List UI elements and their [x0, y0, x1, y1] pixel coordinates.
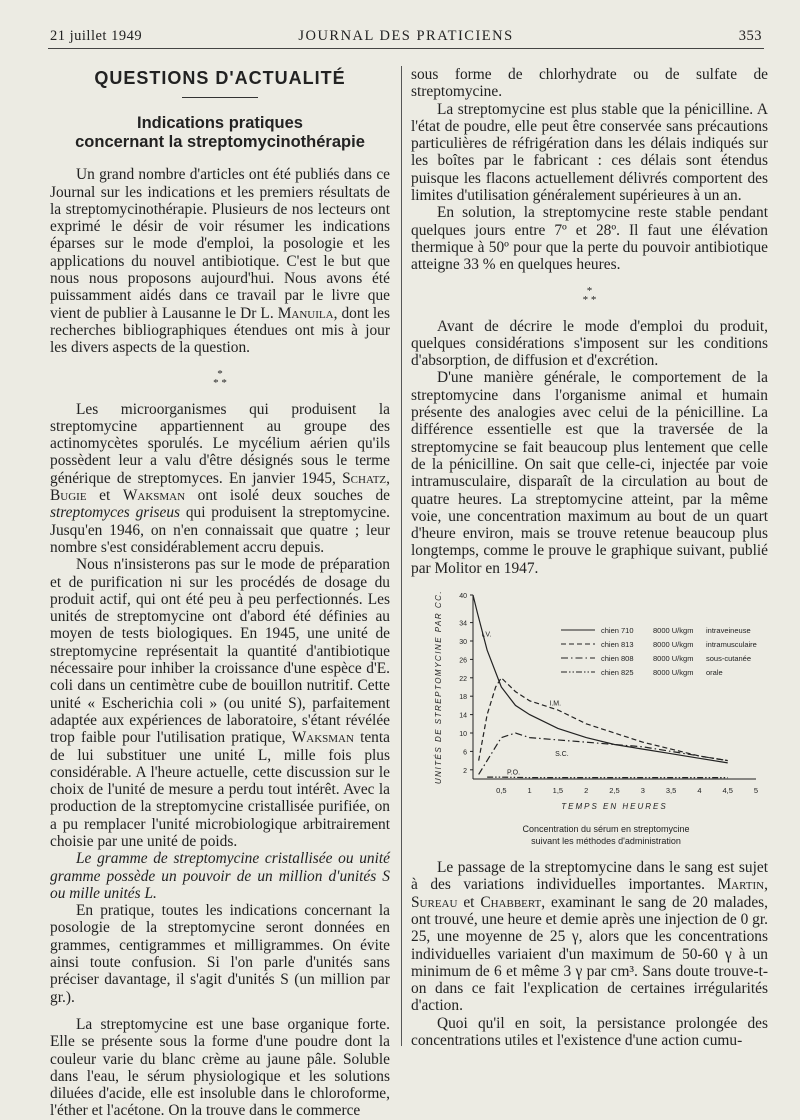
chart-caption: Concentration du sérum en streptomycine suivant les méthodes d'administration: [501, 823, 711, 847]
y-tick-label: 34: [459, 621, 467, 628]
article-title-line2: concernant la streptomycinothérapie: [50, 133, 390, 152]
x-tick-label: 4,5: [722, 786, 732, 795]
legend-dose: 8000 U/kgm: [653, 668, 693, 677]
paragraph-chemistry: La streptomycine est une base organique forte. Elle se présente sous la forme d'une poudre dont la couleur varie du blanc crème au jaune pâle. Soluble dans l'eau, le sérum physiologique et les solutions diluées d'acide, elle est insoluble dans le chloroforme, l'éther et l'acétone. On la trouve dans le commerce: [50, 1016, 390, 1120]
y-tick-label: 30: [459, 639, 467, 646]
y-tick-label: 6: [463, 749, 467, 756]
series-line: [479, 678, 728, 761]
y-tick-label: 22: [459, 676, 467, 683]
y-tick-label: 14: [459, 713, 467, 720]
legend-name: chien 813: [601, 640, 634, 649]
x-tick-label: 3,5: [666, 786, 676, 795]
legend-route: orale: [706, 668, 723, 677]
title-rule: [182, 97, 258, 98]
asterism: * * *: [50, 369, 390, 387]
series-label: P.O.: [507, 769, 520, 776]
paragraph-units: Nous n'insisterons pas sur le mode de préparation et de purification ni sur les procédés de dosage du produit actif, qui ont été peu à peu perfectionnés. Les unités de streptomycine ont d'abord été définies au moyen de tests biologiques. En 1945, une unité de streptomycine représentait la quantité d'antibiotique nécessaire pour inhiber la croissance d'une espèce d'E. coli dans un centimètre cube de bouillon nutritif. Cette unité « Escherichia coli » (ou unité S), parfaitement adaptée aux expériences de laboratoire, s'étant révélée trop faible pour l'utilisation pratique, Waksman tenta de lui substituer une unité L, mille fois plus considérable. A l'heure actuelle, cette discussion sur le choix de l'unité de mesure a perdu tout intérêt. Avec la production de la streptomycine cristallisée purifiée, on a pu remplacer l'unité microbiologique arbitrairement choisie par une unité de poids.: [50, 556, 390, 850]
y-tick-label: 18: [459, 694, 467, 701]
legend-name: chien 710: [601, 626, 634, 635]
x-tick-label: 1: [528, 786, 532, 795]
header-date: 21 juillet 1949: [50, 28, 142, 45]
x-tick-label: 4: [697, 786, 701, 795]
paragraph-behaviour: D'une manière générale, le comportement de la streptomycine dans l'organisme animal et humain présente des analogies avec celui de la pénicilline. La différence essentielle est que la traversée de la streptomycine se fait beaucoup plus lentement que celle de la pénicilline. On sait que celle-ci, injectée par voie intramusculaire, disparaît de la circulation au bout de quatre heures. La streptomycine atteint, par la même voie, une concentration maximum au bout de un quart d'heure environ, mais se trouve retenue beaucoup plus longtemps, comme le prouve le graphique suivant, publié par Molitor en 1947.: [411, 369, 768, 577]
x-tick-label: 0,5: [496, 786, 506, 795]
legend-route: intraveineuse: [706, 626, 751, 635]
series-line: [473, 595, 728, 763]
concentration-chart: [411, 583, 768, 853]
chart-svg: [411, 583, 768, 823]
x-tick-label: 1,5: [553, 786, 563, 795]
y-axis-label: UNITÉS DE STREPTOMYCINE PAR CC.: [434, 590, 443, 784]
paragraph-gram-definition: Le gramme de streptomycine cristallisée ou unité gramme possède un pouvoir de un million d'unités S ou mille unités L.: [50, 850, 390, 902]
paragraph-continued: sous forme de chlorhydrate ou de sulfate de streptomycine.: [411, 66, 768, 101]
paragraph-intro: Un grand nombre d'articles ont été publiés dans ce Journal sur les indications et les premiers résultats de la streptomycinothérapie. Plusieurs de nos lecteurs ont exprimé le désir de voir résumer les indications éparses sur le mode d'emploi, la posologie et les applications du nouvel antibiotique. C'est le but que nous nous proposons aujourd'hui. Nous avons été puissamment aidés dans ce travail par le livre que vient de publier à Lausanne le Dr L. Manuila, dont les recherches bibliographiques étendues ont mis à jour les divers aspects de la question.: [50, 166, 390, 356]
author-name: Manuila: [278, 305, 334, 322]
right-column: [411, 66, 768, 1049]
column-divider: [401, 66, 402, 1046]
x-tick-label: 2,5: [609, 786, 619, 795]
paragraph-persistence: Quoi qu'il en soit, la persistance prolongée des concentrations utiles et l'existence d'une action cumu-: [411, 1015, 768, 1050]
x-tick-label: 2: [584, 786, 588, 795]
x-tick-label: 3: [641, 786, 645, 795]
legend-route: sous-cutanée: [706, 654, 751, 663]
legend-dose: 8000 U/kgm: [653, 626, 693, 635]
legend-route: intramusculaire: [706, 640, 757, 649]
x-axis-label: TEMPS EN HEURES: [561, 802, 667, 811]
paragraph-microorganisms: Les microorganismes qui produisent la streptomycine appartiennent au groupe des actinomycètes sporulés. Le mycélium aérien qu'ils possèdent leur a valu d'être désignés sous le terme générique de streptomyces. En janvier 1945, Schatz, Bugie et Waksman ont isolé deux souches de streptomyces griseus qui produisent la streptomycine. Jusqu'en 1946, on n'en connaissait que quatre ; leur nombre s'est considérablement accru depuis.: [50, 401, 390, 557]
asterism: * * *: [411, 286, 768, 304]
paragraph-stability: La streptomycine est plus stable que la pénicilline. A l'état de poudre, elle peut être conservée sans précautions particulières de réfrigération dans les délais indiqués sur les boîtes par le fabricant : ces délais sont étendus puisque les flacons actuellement délivrés comportent des limites d'utilisation généralement supérieures à un an.: [411, 101, 768, 205]
article-title-line1: Indications pratiques: [50, 114, 390, 133]
x-tick-label: 5: [754, 786, 758, 795]
header-page-number: 353: [739, 28, 762, 45]
section-title: QUESTIONS D'ACTUALITÉ: [50, 70, 390, 87]
page-header: [48, 22, 764, 49]
series-label: I.V.: [481, 631, 491, 638]
paragraph-practice: En pratique, toutes les indications concernant la posologie de la streptomycine seront données en grammes, centigrammes et milligrammes. On évite ainsi toute confusion. Si l'on parle d'unités sans préciser davantage, il s'agit d'unités S (un million par gr.).: [50, 902, 390, 1006]
legend-name: chien 808: [601, 654, 634, 663]
y-tick-label: 2: [463, 768, 467, 775]
paragraph-absorption: Avant de décrire le mode d'emploi du produit, quelques considérations s'imposent sur les conditions d'absorption, de diffusion et d'excrétion.: [411, 318, 768, 370]
series-label: I.M.: [549, 700, 561, 707]
left-column: [50, 66, 390, 1120]
header-journal-title: JOURNAL DES PRATICIENS: [48, 28, 764, 45]
legend-dose: 8000 U/kgm: [653, 640, 693, 649]
y-tick-label: 10: [459, 731, 467, 738]
y-tick-label: 26: [459, 657, 467, 664]
legend-dose: 8000 U/kgm: [653, 654, 693, 663]
series-label: S.C.: [555, 751, 569, 758]
y-tick-label: 40: [459, 593, 467, 600]
paragraph-variations: Le passage de la streptomycine dans le sang est sujet à des variations individuelles importantes. Martin, Sureau et Chabbert, examinant le sang de 20 malades, ont trouvé, une heure et demie après une injection de 0 gr. 25, une moyenne de 25 γ, alors que les concentrations individuelles variaient d'un maximum de 50-60 γ à un minimum de 6 et même 3 γ par cm³. Sans doute trouve-t-on dans ce fait l'explication de certaines irrégularités d'action.: [411, 859, 768, 1015]
legend-name: chien 825: [601, 668, 634, 677]
article-title: [50, 114, 390, 152]
paragraph-solution: En solution, la streptomycine reste stable pendant quelques jours entre 7º et 28º. Il faut une élévation thermique à 50º pour que la perte du pouvoir antibiotique atteigne 33 % en quelques heures.: [411, 204, 768, 273]
